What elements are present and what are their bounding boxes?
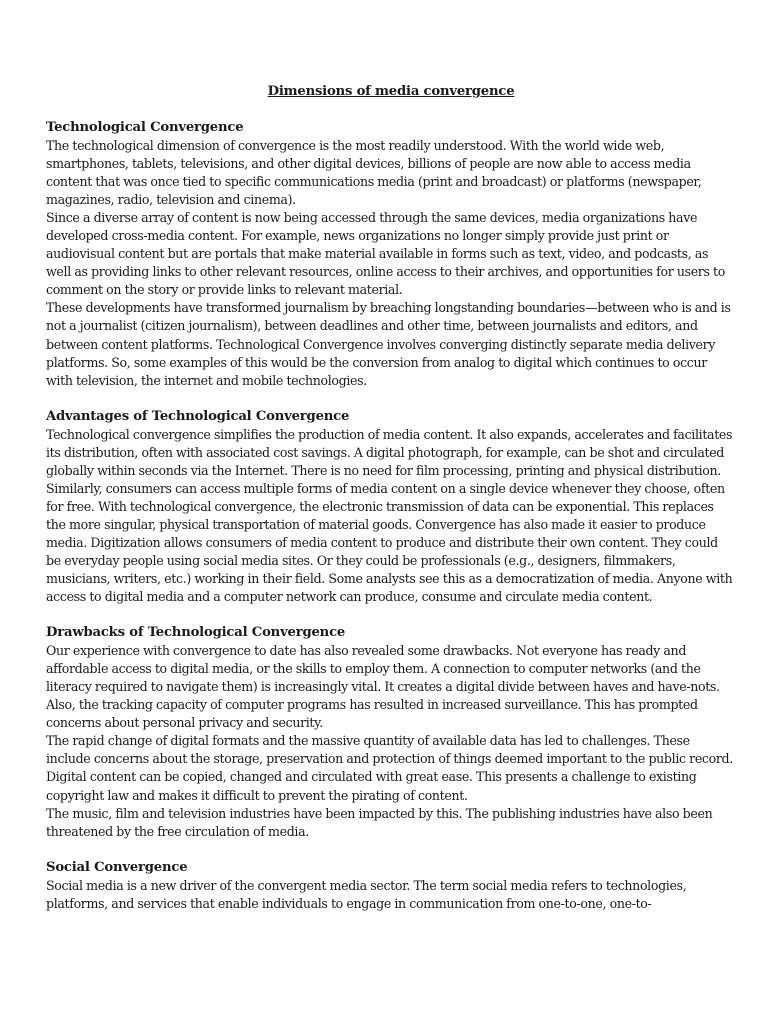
paragraph: Since a diverse array of content is now being accessed through the same devices, media organizations have developed cross-media content. For example, news organizations no longer simply provide just print or audiovisual content but are portals that make material available in forms such as text, video, and podcasts, as well as providing links to other relevant resources, online access to their archives, and opportunities for users to comment on the story or provide links to relevant material.: [46, 210, 725, 298]
section-heading: Technological Convergence: [46, 120, 244, 135]
section-social-convergence: [46, 859, 736, 913]
section-advantages: [46, 408, 736, 606]
section-technological-convergence: [46, 119, 736, 390]
paragraph: The technological dimension of convergence is the most readily understood. With the world wide web, smartphones, tablets, televisions, and other digital devices, billions of people are now able to access media content that was once tied to specific communications media (print and broadcast) or platforms (newspaper, magazines, radio, television and cinema).: [46, 138, 702, 208]
paragraph: The music, film and television industries have been impacted by this. The publishing industries have also been threatened by the free circulation of media.: [46, 805, 713, 839]
paragraph: The rapid change of digital formats and the massive quantity of available data has led to challenges. These include concerns about the storage, preservation and protection of things deemed important to the public record. Digital content can be copied, changed and circulated with great ease. This presents a challenge to existing copyright law and makes it difficult to prevent the pirating of content.: [46, 733, 733, 803]
paragraph: Our experience with convergence to date has also revealed some drawbacks. Not everyone has ready and affordable access to digital media, or the skills to employ them. A connection to computer networks (and the literacy required to navigate them) is increasingly vital. It creates a digital divide between haves and have-nots. Also, the tracking capacity of computer programs has resulted in increased surveillance. This has prompted concerns about personal privacy and security.: [46, 643, 720, 731]
document-page: [46, 83, 736, 931]
section-heading: Social Convergence: [46, 859, 188, 875]
paragraph: Technological convergence simplifies the production of media content. It also expands, accelerates and facilitates its distribution, often with associated cost savings. A digital photograph, for example, can be shot and circulated globally within seconds via the Internet. There is no need for film processing, printing and physical distribution. Similarly, consumers can access multiple forms of media content on a single device whenever they choose, often for free. With technological convergence, the electronic transmission of data can be exponential. This replaces the more singular, physical transportation of material goods. Convergence has also made it easier to produce media. Digitization allows consumers of media content to produce and distribute their own content. They could be everyday people using social media sites. Or they could be professionals (e.g., designers, filmmakers, musicians, writers, etc.) working in their field. Some analysts see this as a democratization of media. Anyone with access to digital media and a computer network can produce, consume and circulate media content.: [46, 426, 733, 605]
paragraph: Social media is a new driver of the convergent media sector. The term social media refers to technologies, platforms, and services that enable individuals to engage in communication from one-to-one, one-to-: [46, 877, 687, 911]
document-title: Dimensions of media convergence: [267, 84, 515, 99]
section-drawbacks: [46, 624, 736, 841]
section-heading: Drawbacks of Technological Convergence: [46, 625, 346, 641]
section-heading: Advantages of Technological Convergence: [46, 408, 350, 424]
paragraph: These developments have transformed journalism by breaching longstanding boundaries—between who is and is not a journalist (citizen journalism), between deadlines and other time, between journalists and editors, and between content platforms. Technological Convergence involves converging distinctly separate media delivery platforms. So, some examples of this would be the conversion from analog to digital which continues to occur with television, the internet and mobile technologies.: [46, 300, 731, 388]
